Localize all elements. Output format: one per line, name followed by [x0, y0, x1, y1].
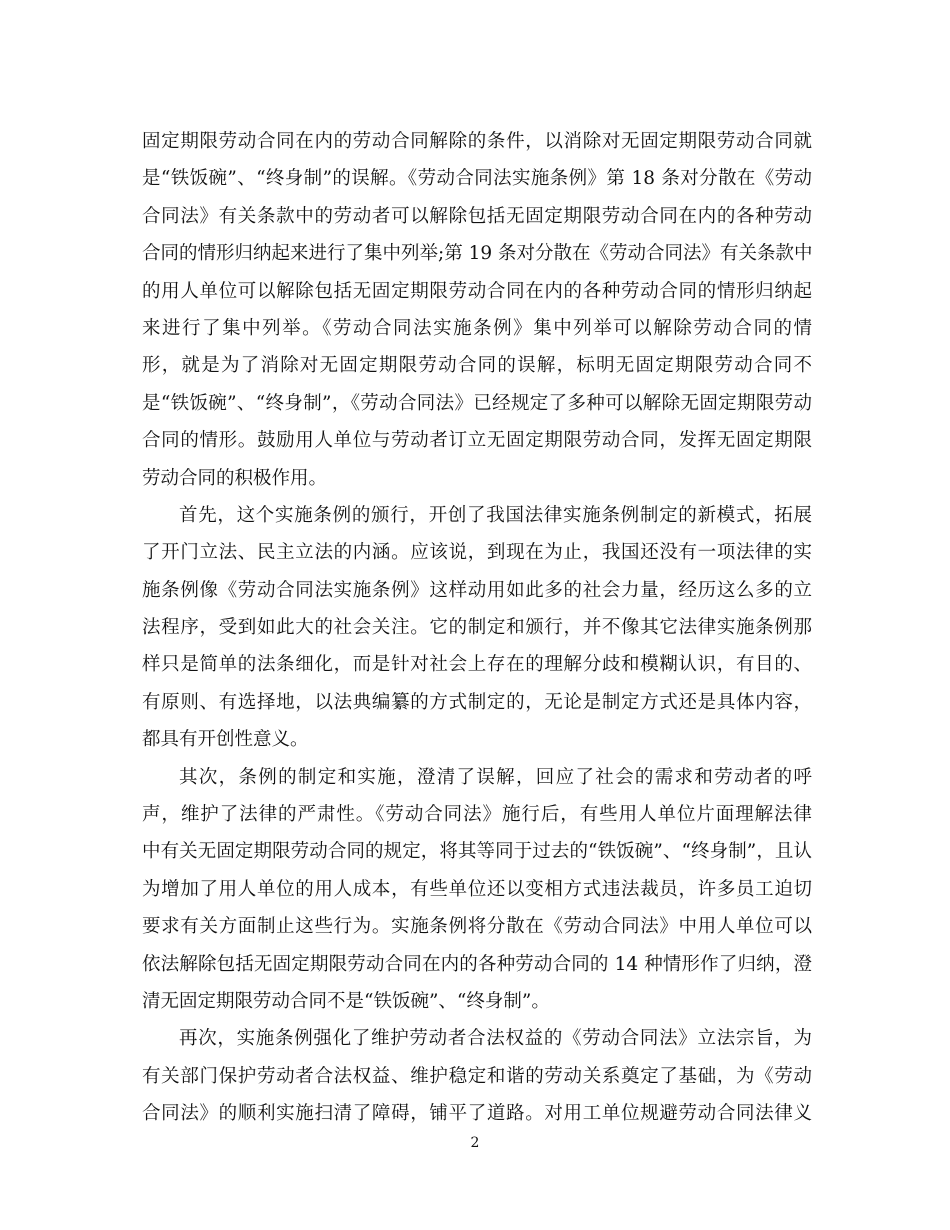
- text-line: 合同法》有关条款中的劳动者可以解除包括无固定期限劳动合同在内的各种劳动: [142, 205, 812, 227]
- body-text: [142, 123, 812, 1133]
- text-line: 再次，实施条例强化了维护劳动者合法权益的《劳动合同法》立法宗旨，为: [179, 1028, 812, 1050]
- text-line: 为增加了用人单位的用人成本，有些单位还以变相方式违法裁员，许多员工迫切: [142, 878, 812, 900]
- text-line: 要求有关方面制止这些行为。实施条例将分散在《劳动合同法》中用人单位可以: [142, 916, 812, 938]
- text-line: 形，就是为了消除对无固定期限劳动合同的误解，标明无固定期限劳动合同不: [142, 355, 812, 377]
- text-line: 其次，条例的制定和实施，澄清了误解，回应了社会的需求和劳动者的呼: [179, 766, 812, 788]
- text-line: 有原则、有选择地，以法典编纂的方式制定的，无论是制定方式还是具体内容，: [142, 691, 812, 713]
- paragraph-third: [142, 1020, 812, 1132]
- text-line: 清无固定期限劳动合同不是“铁饭碗”、“终身制”。: [142, 990, 550, 1012]
- text-line: 固定期限劳动合同在内的劳动合同解除的条件，以消除对无固定期限劳动合同就: [142, 131, 812, 152]
- text-line: 合同法》的顺利实施扫清了障碍，铺平了道路。对用工单位规避劳动合同法律义: [142, 1103, 812, 1125]
- text-line: 声，维护了法律的严肃性。《劳动合同法》施行后，有些用人单位片面理解法律: [142, 804, 812, 826]
- text-line: 是“铁饭碗”、“终身制”的误解。《劳动合同法实施条例》第 18 条对分散在《劳动: [142, 168, 812, 190]
- text-line: 都具有开创性意义。: [142, 729, 309, 751]
- text-line: 施条例像《劳动合同法实施条例》这样动用如此多的社会力量，经历这么多的立: [142, 579, 812, 601]
- text-line: 法程序，受到如此大的社会关注。它的制定和颁行，并不像其它法律实施条例那: [142, 617, 812, 639]
- page-number: 2: [470, 1135, 480, 1151]
- text-line: 的用人单位可以解除包括无固定期限劳动合同在内的各种劳动合同的情形归纳起: [142, 280, 812, 302]
- text-line: 是“铁饭碗”、“终身制”，《劳动合同法》已经规定了多种可以解除无固定期限劳动: [142, 392, 812, 414]
- text-line: 合同的情形归纳起来进行了集中列举;第 19 条对分散在《劳动合同法》有关条款中: [142, 243, 813, 265]
- text-line: 了开门立法、民主立法的内涵。应该说，到现在为止，我国还没有一项法律的实: [142, 542, 812, 564]
- text-line: 有关部门保护劳动者合法权益、维护稳定和谐的劳动关系奠定了基础，为《劳动: [142, 1065, 812, 1087]
- paragraph-continued: [142, 123, 812, 497]
- text-line: 中有关无固定期限劳动合同的规定，将其等同于过去的“铁饭碗”、“终身制”，且认: [142, 841, 812, 863]
- paragraph-second: [142, 759, 812, 1021]
- text-line: 来进行了集中列举。《劳动合同法实施条例》集中列举可以解除劳动合同的情: [142, 317, 812, 339]
- text-line: 依法解除包括无固定期限劳动合同在内的各种劳动合同的 14 种情形作了归纳，澄: [142, 953, 812, 975]
- text-line: 首先，这个实施条例的颁行，开创了我国法律实施条例制定的新模式，拓展: [179, 504, 812, 526]
- text-line: 合同的情形。鼓励用人单位与劳动者订立无固定期限劳动合同，发挥无固定期限: [142, 430, 812, 452]
- text-line: 样只是简单的法条细化，而是针对社会上存在的理解分歧和模糊认识，有目的、: [142, 654, 812, 676]
- paragraph-first: [142, 497, 812, 759]
- text-line: 劳动合同的积极作用。: [142, 467, 328, 489]
